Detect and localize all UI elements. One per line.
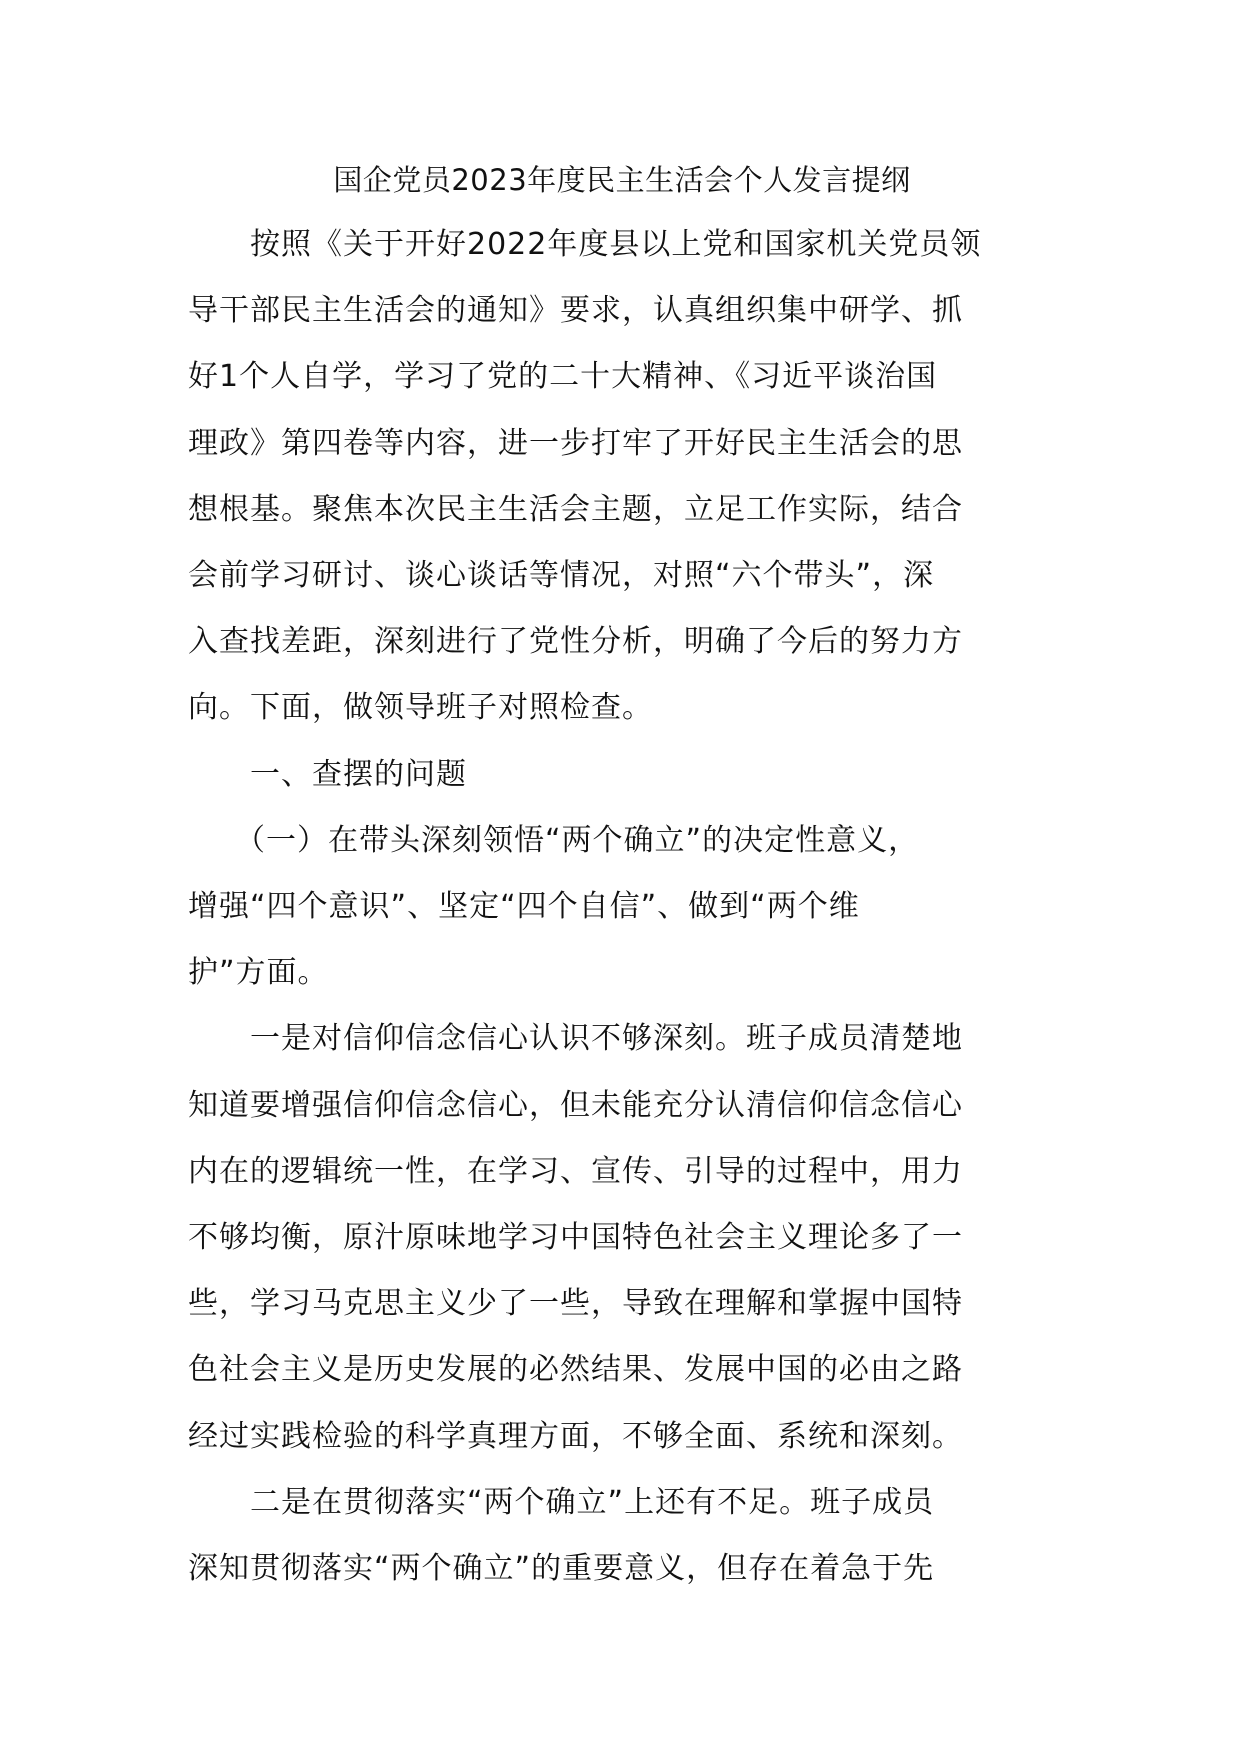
body-line: 好1个人自学，学习了党的二十大精神、《习近平谈治国 [188,359,938,395]
body-line: 知道要增强信仰信念信心，但未能充分认清信仰信念信心 [188,1087,963,1123]
body-line: 入查找差距，深刻进行了党性分析，明确了今后的努力方 [188,624,963,660]
body-line: 导干部民主生活会的通知》要求，认真组织集中研学、抓 [188,293,963,329]
body-line: 些，学习马克思主义少了一些，导致在理解和掌握中国特 [188,1286,963,1322]
body-line: 深知贯彻落实“两个确立”的重要意义，但存在着急于先 [188,1551,935,1587]
subsection-heading: 增强“四个意识”、坚定“四个自信”、做到“两个维 [188,889,860,925]
body-line: 经过实践检验的科学真理方面，不够全面、系统和深刻。 [188,1418,963,1454]
body-line: 一是对信仰信念信心认识不够深刻。班子成员清楚地 [188,1021,963,1057]
document-title: 国企党员2023年度民主生活会个人发言提纲 [333,163,911,197]
body-line: 内在的逻辑统一性，在学习、宣传、引导的过程中，用力 [188,1153,963,1189]
body-line: 色社会主义是历史发展的必然结果、发展中国的必由之路 [188,1352,963,1388]
body-line: 不够均衡，原汁原味地学习中国特色社会主义理论多了一 [188,1220,963,1256]
subsection-heading: （一）在带头深刻领悟“两个确立”的决定性意义， [188,822,920,858]
body-line: 想根基。聚焦本次民主生活会主题，立足工作实际，结合 [188,491,963,527]
body-line: 会前学习研讨、谈心谈话等情况，对照“六个带头”，深 [188,558,935,594]
body-line: 按照《关于开好2022年度县以上党和国家机关党员领 [188,227,982,262]
document-body [188,212,1056,1602]
body-line: 向。下面，做领导班子对照检查。 [188,690,653,726]
document-page [188,158,1056,1602]
section-heading: 一、查摆的问题 [188,756,467,792]
body-line: 理政》第四卷等内容，进一步打牢了开好民主生活会的思 [188,425,963,461]
body-line: 二是在贯彻落实“两个确立”上还有不足。班子成员 [188,1484,935,1520]
subsection-heading: 护”方面。 [188,955,329,991]
